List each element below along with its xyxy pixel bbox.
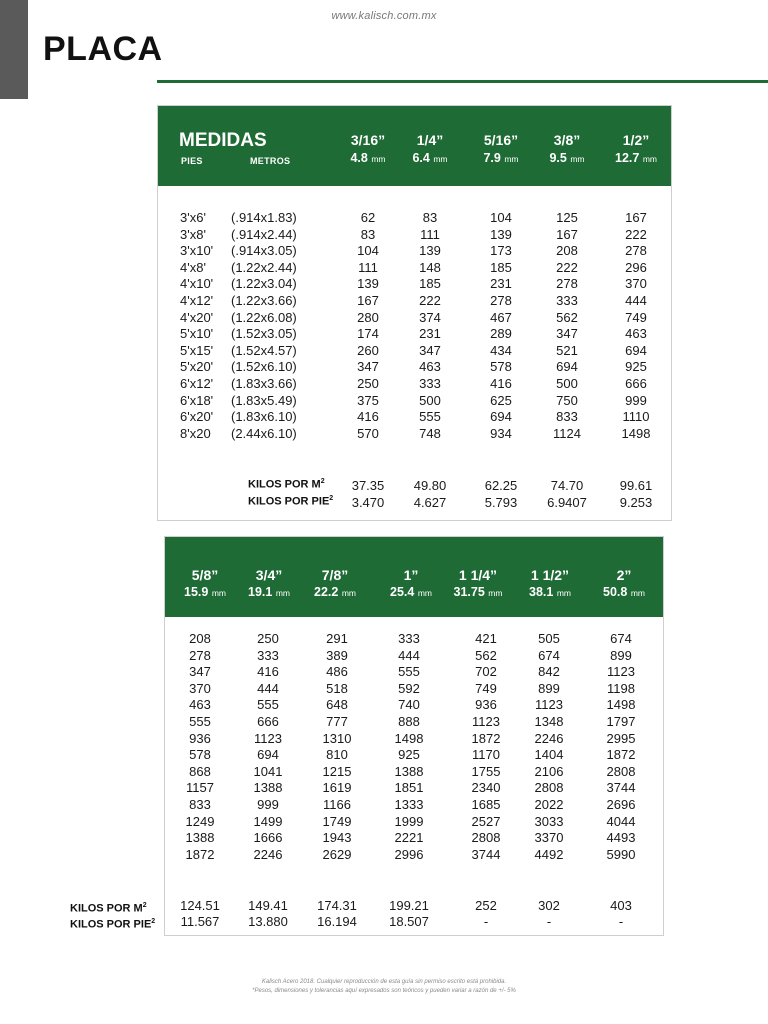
- weight-cell: 370: [189, 680, 211, 696]
- weight-cell: 1123: [254, 730, 282, 746]
- weight-cell: 888: [398, 714, 420, 729]
- mm-value: 38.1: [529, 585, 554, 599]
- column-mm-header: [596, 151, 676, 165]
- weight-cell: 167: [625, 210, 647, 225]
- weight-cell: 999: [625, 392, 647, 408]
- weight-cell: 2808: [606, 763, 636, 779]
- weight-cell: 1404: [534, 747, 564, 763]
- weight-cell: 842: [538, 664, 560, 680]
- weight-cell: 750: [556, 392, 578, 408]
- weight-cell: 444: [625, 293, 647, 308]
- weight-cell: 925: [398, 747, 420, 763]
- size-meters: (1.22x3.66): [231, 293, 297, 308]
- size-meters: (1.83x3.66): [231, 376, 297, 391]
- mm-unit: mm: [341, 588, 356, 598]
- table-header: [165, 537, 663, 617]
- kilos-m2-value: 403: [610, 898, 632, 913]
- weights-table-thin: [157, 105, 672, 521]
- kilos-m2-value: 252: [475, 898, 497, 913]
- kilos-m2-value: 149.41: [248, 898, 288, 913]
- weight-cell: 500: [556, 376, 578, 391]
- weight-cell: 4492: [534, 846, 564, 862]
- weight-cell: 899: [610, 647, 632, 663]
- weight-cell: 1851: [394, 780, 424, 796]
- mm-value: 50.8: [603, 585, 628, 599]
- kilos-pie2-label: [248, 495, 333, 508]
- weight-cell: 694: [257, 747, 279, 763]
- weight-cell: 347: [189, 664, 211, 680]
- size-feet: 6'x20': [180, 409, 214, 425]
- kilos-pie2-text: KILOS POR PIE: [248, 495, 330, 508]
- weight-cell: 416: [490, 376, 512, 391]
- weight-cell: 1123: [535, 697, 563, 713]
- column-inch-header: 5/16”: [483, 132, 519, 148]
- weight-cell: 185: [490, 259, 512, 275]
- weight-cell: 1498: [621, 425, 651, 441]
- weight-cell: 1797: [606, 714, 636, 729]
- mm-value: 4.8: [350, 151, 368, 165]
- size-meters: (.914x3.05): [231, 243, 297, 259]
- weight-cell: 2221: [394, 830, 424, 846]
- weight-cell: 1755: [471, 763, 501, 779]
- weight-cell: 208: [189, 631, 211, 646]
- weight-cell: 104: [357, 243, 379, 259]
- weight-cell: 421: [475, 631, 497, 646]
- mm-value: 15.9: [184, 585, 209, 599]
- weight-cell: 416: [257, 664, 279, 680]
- weight-cell: 444: [257, 680, 279, 696]
- weight-cell: 934: [490, 425, 512, 441]
- weight-cell: 278: [625, 243, 647, 259]
- weight-cell: 2022: [534, 797, 564, 812]
- weight-cell: 505: [538, 631, 560, 646]
- weight-cell: 296: [625, 259, 647, 275]
- weight-cell: 291: [326, 631, 348, 646]
- weight-cell: 1123: [472, 714, 500, 729]
- weight-cell: 333: [419, 376, 441, 391]
- weight-cell: 1215: [322, 763, 352, 779]
- size-meters: (1.83x5.49): [231, 392, 297, 408]
- column-mm-header: [295, 585, 375, 599]
- weight-cell: 125: [556, 210, 578, 225]
- mm-unit: mm: [556, 588, 571, 598]
- weight-cell: 347: [556, 326, 578, 342]
- size-meters: (1.22x3.04): [231, 276, 297, 292]
- kilos-m2-value: 124.51: [180, 898, 220, 913]
- weight-cell: 375: [357, 392, 379, 408]
- title-divider: [157, 80, 768, 83]
- weight-cell: 777: [326, 714, 348, 729]
- weight-cell: 139: [490, 226, 512, 242]
- kilos-m2-value: 174.31: [317, 898, 357, 913]
- mm-unit: mm: [642, 154, 657, 164]
- kilos-pie2-value: 11.567: [180, 914, 220, 929]
- mm-value: 19.1: [248, 585, 273, 599]
- mm-value: 25.4: [390, 585, 415, 599]
- kilos-m2-value: 302: [538, 898, 560, 913]
- mm-unit: mm: [630, 588, 645, 598]
- weight-cell: 2246: [534, 730, 564, 746]
- column-inch-header: 5/8”: [191, 567, 219, 583]
- kilos-pie2-value: -: [618, 914, 624, 929]
- kilos-pie2-value: 13.880: [248, 914, 288, 929]
- mm-unit: mm: [570, 154, 585, 164]
- kilos-m2-value: 99.61: [619, 478, 653, 493]
- weight-cell: 2340: [471, 780, 501, 796]
- size-feet: 4'x20': [180, 309, 214, 325]
- mm-value: 9.5: [549, 151, 567, 165]
- weight-cell: 810: [326, 747, 348, 763]
- kilos-pie2-value: -: [546, 914, 552, 929]
- weight-cell: 416: [357, 409, 379, 425]
- weight-cell: 1499: [253, 813, 283, 829]
- footer-disclaimer: *Pesos, dimensiones y tolerancias aquí expresados son teóricos y pueden variar a razón de +/- 5%: [252, 988, 516, 994]
- column-mm-header: [527, 151, 607, 165]
- weight-cell: 2696: [606, 797, 636, 812]
- kilos-m2-value: 49.80: [413, 478, 447, 493]
- weight-cell: 1666: [253, 830, 283, 846]
- weight-cell: 2996: [394, 846, 424, 862]
- weight-cell: 222: [419, 293, 441, 308]
- size-feet: 4'x8': [180, 259, 206, 275]
- weight-cell: 111: [420, 226, 440, 242]
- site-url: www.kalisch.com.mx: [331, 10, 437, 22]
- size-feet: 5'x15': [180, 342, 214, 358]
- mm-unit: mm: [488, 588, 503, 598]
- weight-cell: 2527: [471, 813, 501, 829]
- size-feet: 6'x18': [180, 392, 214, 408]
- table-header: [158, 106, 671, 186]
- weight-cell: 1498: [606, 697, 636, 713]
- weight-cell: 702: [475, 664, 497, 680]
- mm-value: 7.9: [483, 151, 501, 165]
- column-mm-header: [584, 585, 664, 599]
- weight-cell: 4044: [606, 813, 636, 829]
- weight-cell: 174: [357, 326, 379, 342]
- weight-cell: 167: [556, 226, 578, 242]
- mm-value: 31.75: [453, 585, 485, 599]
- weight-cell: 2995: [606, 730, 636, 746]
- superscript-2: 2: [329, 495, 334, 502]
- size-feet: 4'x10': [180, 276, 214, 292]
- kilos-pie2-value: 3.470: [351, 495, 385, 510]
- mm-unit: mm: [433, 154, 448, 164]
- kilos-m2-label-t2: KILOS POR $M^2$: [70, 902, 147, 915]
- weight-cell: 1498: [394, 730, 424, 746]
- pies-label: PIES: [181, 156, 203, 166]
- weight-cell: 3033: [534, 813, 564, 829]
- weight-cell: 1872: [606, 747, 636, 763]
- weight-cell: 1157: [186, 780, 214, 796]
- kilos-pie2-label-t2: KILOS POR PIE$^2$: [70, 918, 156, 931]
- kilos-pie2-value: 6.9407: [547, 495, 587, 510]
- superscript-2: 2: [320, 478, 325, 485]
- weight-cell: 208: [556, 243, 578, 259]
- weight-cell: 333: [398, 631, 420, 646]
- weight-cell: 486: [326, 664, 348, 680]
- kilos-pie2-value: -: [483, 914, 489, 929]
- weight-cell: 2106: [534, 763, 564, 779]
- weight-cell: 592: [398, 680, 420, 696]
- column-inch-header: 3/4”: [255, 567, 283, 583]
- weight-cell: 833: [556, 409, 578, 425]
- weight-cell: 1110: [622, 409, 650, 425]
- column-mm-header: [390, 151, 470, 165]
- weight-cell: 749: [475, 680, 497, 696]
- weight-cell: 1123: [607, 664, 635, 680]
- weight-cell: 3744: [471, 846, 501, 862]
- column-inch-header: 3/8”: [553, 132, 581, 148]
- size-meters: (2.44x6.10): [231, 425, 297, 441]
- weight-cell: 250: [257, 631, 279, 646]
- kilos-pie2-value: 4.627: [413, 495, 447, 510]
- weight-cell: 1198: [607, 680, 635, 696]
- weight-cell: 463: [419, 359, 441, 375]
- weight-cell: 1999: [394, 813, 424, 829]
- weight-cell: 555: [257, 697, 279, 713]
- mm-unit: mm: [504, 154, 519, 164]
- size-meters: (1.52x4.57): [231, 342, 297, 358]
- weight-cell: 1124: [553, 425, 581, 441]
- weight-cell: 833: [189, 797, 211, 812]
- weight-cell: 83: [422, 210, 438, 225]
- weight-cell: 1619: [322, 780, 352, 796]
- weight-cell: 694: [625, 342, 647, 358]
- weight-cell: 570: [357, 425, 379, 441]
- weight-cell: 936: [475, 697, 497, 713]
- weight-cell: 648: [326, 697, 348, 713]
- weight-cell: 278: [556, 276, 578, 292]
- weight-cell: 1872: [471, 730, 501, 746]
- size-feet: 6'x12': [180, 376, 214, 391]
- weight-cell: 370: [625, 276, 647, 292]
- kilos-m2-value: 74.70: [550, 478, 584, 493]
- weight-cell: 3744: [606, 780, 636, 796]
- weight-cell: 260: [357, 342, 379, 358]
- footer-note: [0, 978, 768, 996]
- size-meters: (1.83x6.10): [231, 409, 297, 425]
- weight-cell: 521: [556, 342, 578, 358]
- weight-cell: 1943: [322, 830, 352, 846]
- mm-value: 6.4: [412, 151, 430, 165]
- size-feet: 8'x20: [180, 425, 211, 441]
- weight-cell: 148: [419, 259, 441, 275]
- weight-cell: 222: [625, 226, 647, 242]
- size-meters: (1.22x2.44): [231, 259, 297, 275]
- weight-cell: 222: [556, 259, 578, 275]
- weight-cell: 231: [419, 326, 441, 342]
- kilos-m2-label: [248, 478, 325, 491]
- weight-cell: 139: [419, 243, 441, 259]
- footer-copyright: Kalisch Acero 2018. Cualquier reproducción de esta guía sin permiso escrito está prohibida.: [261, 979, 507, 985]
- kilos-m2-value: 199.21: [389, 898, 429, 913]
- size-feet: 5'x10': [180, 326, 214, 342]
- weight-cell: 666: [625, 376, 647, 391]
- kilos-m2-value: 62.25: [484, 478, 518, 493]
- weight-cell: 578: [490, 359, 512, 375]
- weight-cell: 278: [189, 647, 211, 663]
- mm-value: 22.2: [314, 585, 339, 599]
- weight-cell: 694: [490, 409, 512, 425]
- weight-cell: 674: [610, 631, 632, 646]
- kilos-pie2-value: 16.194: [317, 914, 357, 929]
- weight-cell: 1388: [394, 763, 424, 779]
- size-feet: 3'x6': [180, 210, 206, 225]
- size-feet: 5'x20': [180, 359, 214, 375]
- weight-cell: 562: [556, 309, 578, 325]
- size-feet: 3'x8': [180, 226, 206, 242]
- weight-cell: 674: [538, 647, 560, 663]
- kilos-pie2-value: 9.253: [619, 495, 653, 510]
- weight-cell: 231: [490, 276, 512, 292]
- metros-label: METROS: [250, 156, 291, 166]
- weight-cell: 333: [257, 647, 279, 663]
- size-meters: (1.22x6.08): [231, 309, 297, 325]
- weight-cell: 5990: [606, 846, 636, 862]
- weight-cell: 518: [326, 680, 348, 696]
- weight-cell: 250: [357, 376, 379, 391]
- weight-cell: 347: [357, 359, 379, 375]
- column-inch-header: 1 1/4”: [458, 567, 498, 583]
- weight-cell: 666: [257, 714, 279, 729]
- weight-cell: 104: [490, 210, 512, 225]
- weight-cell: 999: [257, 797, 279, 812]
- weight-cell: 167: [357, 293, 379, 308]
- weight-cell: 740: [398, 697, 420, 713]
- weight-cell: 2629: [322, 846, 352, 862]
- weight-cell: 173: [490, 243, 512, 259]
- mm-value: 12.7: [615, 151, 640, 165]
- weight-cell: 347: [419, 342, 441, 358]
- size-meters: (1.52x3.05): [231, 326, 297, 342]
- weight-cell: 1872: [185, 846, 215, 862]
- weight-cell: 868: [189, 763, 211, 779]
- weight-cell: 925: [625, 359, 647, 375]
- weight-cell: 899: [538, 680, 560, 696]
- weight-cell: 1170: [472, 747, 500, 763]
- weight-cell: 500: [419, 392, 441, 408]
- weight-cell: 389: [326, 647, 348, 663]
- column-inch-header: 1 1/2”: [530, 567, 570, 583]
- weight-cell: 749: [625, 309, 647, 325]
- weight-cell: 333: [556, 293, 578, 308]
- weight-cell: 1388: [185, 830, 215, 846]
- weight-cell: 1249: [185, 813, 215, 829]
- column-inch-header: 1/4”: [416, 132, 444, 148]
- weight-cell: 625: [490, 392, 512, 408]
- weight-cell: 694: [556, 359, 578, 375]
- column-inch-header: 3/16”: [350, 132, 386, 148]
- column-inch-header: 1/2”: [622, 132, 650, 148]
- weight-cell: 1348: [534, 714, 564, 729]
- mm-unit: mm: [371, 154, 386, 164]
- mm-unit: mm: [275, 588, 290, 598]
- weight-cell: 578: [189, 747, 211, 763]
- size-meters: (.914x1.83): [231, 210, 297, 225]
- weight-cell: 562: [475, 647, 497, 663]
- kilos-pie2-value: 5.793: [484, 495, 518, 510]
- size-feet: 4'x12': [180, 293, 214, 308]
- weight-cell: 1166: [323, 797, 351, 812]
- weight-cell: 185: [419, 276, 441, 292]
- weight-cell: 139: [357, 276, 379, 292]
- column-mm-header: [438, 585, 518, 599]
- kilos-m2-text: KILOS POR M: [248, 478, 321, 491]
- weight-cell: 444: [398, 647, 420, 663]
- weight-cell: 2808: [534, 780, 564, 796]
- weights-table-thick: [164, 536, 664, 936]
- weight-cell: 289: [490, 326, 512, 342]
- weight-cell: 3370: [534, 830, 564, 846]
- weight-cell: 1041: [253, 763, 283, 779]
- weight-cell: 2808: [471, 830, 501, 846]
- weight-cell: 1749: [322, 813, 352, 829]
- kilos-m2-value: 37.35: [351, 478, 385, 493]
- weight-cell: 1333: [394, 797, 424, 812]
- weight-cell: 62: [360, 210, 376, 225]
- weight-cell: 555: [189, 714, 211, 729]
- weight-cell: 555: [419, 409, 441, 425]
- weight-cell: 4493: [606, 830, 636, 846]
- weight-cell: 748: [419, 425, 441, 441]
- page-title: PLACA: [43, 30, 163, 68]
- size-feet: 3'x10': [180, 243, 214, 259]
- weight-cell: 2246: [253, 846, 283, 862]
- weight-cell: 936: [189, 730, 211, 746]
- weight-cell: 374: [419, 309, 441, 325]
- medidas-heading: MEDIDAS: [179, 130, 267, 151]
- size-meters: (.914x2.44): [231, 226, 297, 242]
- weight-cell: 1310: [322, 730, 352, 746]
- kilos-pie2-value: 18.507: [389, 914, 429, 929]
- weight-cell: 463: [625, 326, 647, 342]
- weight-cell: 1685: [471, 797, 501, 812]
- column-inch-header: 7/8”: [321, 567, 349, 583]
- column-inch-header: 2”: [616, 567, 632, 583]
- mm-unit: mm: [211, 588, 226, 598]
- weight-cell: 1388: [253, 780, 283, 796]
- size-meters: (1.52x6.10): [231, 359, 297, 375]
- weight-cell: 280: [357, 309, 379, 325]
- weight-cell: 555: [398, 664, 420, 680]
- weight-cell: 83: [360, 226, 376, 242]
- column-mm-header: [510, 585, 590, 599]
- weight-cell: 434: [490, 342, 512, 358]
- weight-cell: 467: [490, 309, 512, 325]
- column-inch-header: 1”: [403, 567, 419, 583]
- weight-cell: 463: [189, 697, 211, 713]
- mm-unit: mm: [417, 588, 432, 598]
- weight-cell: 278: [490, 293, 512, 308]
- weight-cell: 111: [358, 259, 378, 275]
